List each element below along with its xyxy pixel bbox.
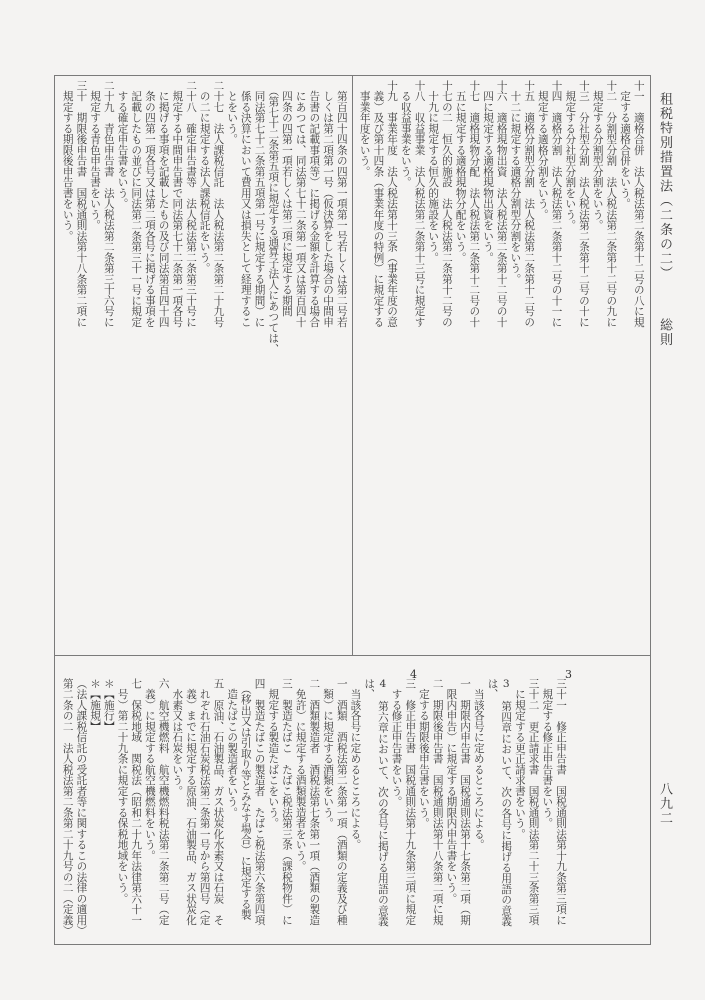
band-top-right — [357, 80, 645, 652]
frame-right-rule — [650, 75, 651, 945]
running-section: 総則 — [657, 318, 672, 347]
page-number: 八九二 — [657, 782, 672, 826]
band-divider-rule — [54, 655, 651, 656]
column-divider-rule — [352, 75, 353, 655]
text-top-left: 第百四十四条の四第一項第一号若しくは第二号若 しくは第二項第一号（仮決算をした場合の中間申 告書の記載事項等）に掲げる金額を計算する場合 にあつては、同法第七十二条第一項又は第百四十 四条の四第一項若しくは第二項に規定する期間 （第七十二条第五項に規定する通算子法人にあつては、 同法第七十二条第五項第一号に規定する期間）に 係る決算において費用又は損失として経理するこ とをいう。 二十七 法人課税信託 法人税法第二条第二十九号 の二に規定する法人課税信託をいう。 二十八 確定申告書等 法人税法第二条第三十号に 規定する中間申告書で同法第七十二条第一項各号 に掲げる事項を記載したもの及び同法第百四十四 条の四第一項各号又は第二項各号に掲げる事項を 記載したもの並びに同法第二条第三十一号に規定 する確定申告書をいう。 二十九 青色申告書 法人税法第二条第三十六号に 規定する青色申告書をいう。 三十 期限後申告書 国税通則法第十八条第二項に 規定する期限後申告書をいう。 — [61, 80, 348, 355]
paragraph-marker-3: 3 — [565, 668, 572, 681]
text-bottom: 三十一 修正申告書 国税通則法第十九条第三項に 規定する修正申告書をいう。 三十二 更正請求書 国税通則法第二十三条第三項 に規定する更正請求書をいう。 3 第四章において、次の各号に掲げる用語の意義は、 当該各号に定めるところによる。 一 期限内申告書 国税通則法第十七条第二項（期 限内申告）に規定する期限内申告書をいう。 二 期限後申告書 国税通則法第十八条第二項に規 定する期限後申告書をいう。 三 修正申告書 国税通則法第十九条第三項に規定 する修正申告書をいう。 4 第六章において、次の各号に掲げる用語の意義は、 当該各号に定めるところによる。 一 酒類 酒税法第二条第一項（酒類の定義及び種 類）に規定する酒類をいう。 二 酒類製造者 酒税法第七条第一項（酒類の製造 免許）に規定する酒類製造者をいう。 三 製造たばこ たばこ税法第三条（課税物件）に 規定する製造たばこをいう。 四 製造たばこの製造者 たばこ税法第六条第四項 （移出又は引取り等とみなす場合）に規定する製 造たばこの製造者をいう。 五 原油、石油製品、ガス状炭化水素又は石炭 そ れぞれ石油石炭税法第二条第一号から第四号（定 義）までに規定する原油、石油製品、ガス状炭化 水素又は石炭をいう。 六 航空機燃料 航空機燃料税法第二条第二号（定 義）に規定する航空機燃料をいう。 七 保税地域 関税法（昭和二十九年法律第六十一 号）第二十九条に規定する保税地域をいう。 ＊【施行】 ＊【施規】 （法人課税信託の受託者等に関するこの法律の適用） 第二条の二 法人税法第二条第二十九号の二（定義） — [61, 678, 568, 936]
running-title: 租税特別措置法（二条の二） — [657, 92, 672, 281]
paragraph-marker-4: 4 — [410, 668, 417, 681]
frame-left-rule — [54, 75, 55, 945]
frame-bottom-rule — [54, 944, 651, 945]
band-top-left — [60, 80, 348, 652]
band-bottom — [60, 678, 645, 940]
text-top-right: 十一 適格合併 法人税法第二条第十二号の八に規 定する適格合併をいう。 十二 分割型分割 法人税法第二条第十二号の九に 規定する分割型分割をいう。 十三 分社型分割 法人税法第二条第十二号の十に 規定する分社型分割をいう。 十四 適格分割 法人税法第二条第十二号の十一に 規定する適格分割をいう。 十五 適格分割型分割 法人税法第二条第十二号の 十二に規定する適格分割型分割をいう。 十六 適格現物出資 法人税法第二条第十二号の十 四に規定する適格現物出資をいう。 十七 適格現物分配 法人税法第二条第十二号の十 五に規定する適格現物分配をいう。 十七の二 恒久的施設 法人税法第二条第十二号の 十九に規定する恒久的施設をいう。 十八 収益事業 法人税法第二条第十三号に規定す る収益事業をいう。 十九 事業年度 法人税法第十三条（事業年度の意 義）及び第十四条（事業年度の特例）に規定する 事業年度をいう。 — [358, 80, 645, 328]
